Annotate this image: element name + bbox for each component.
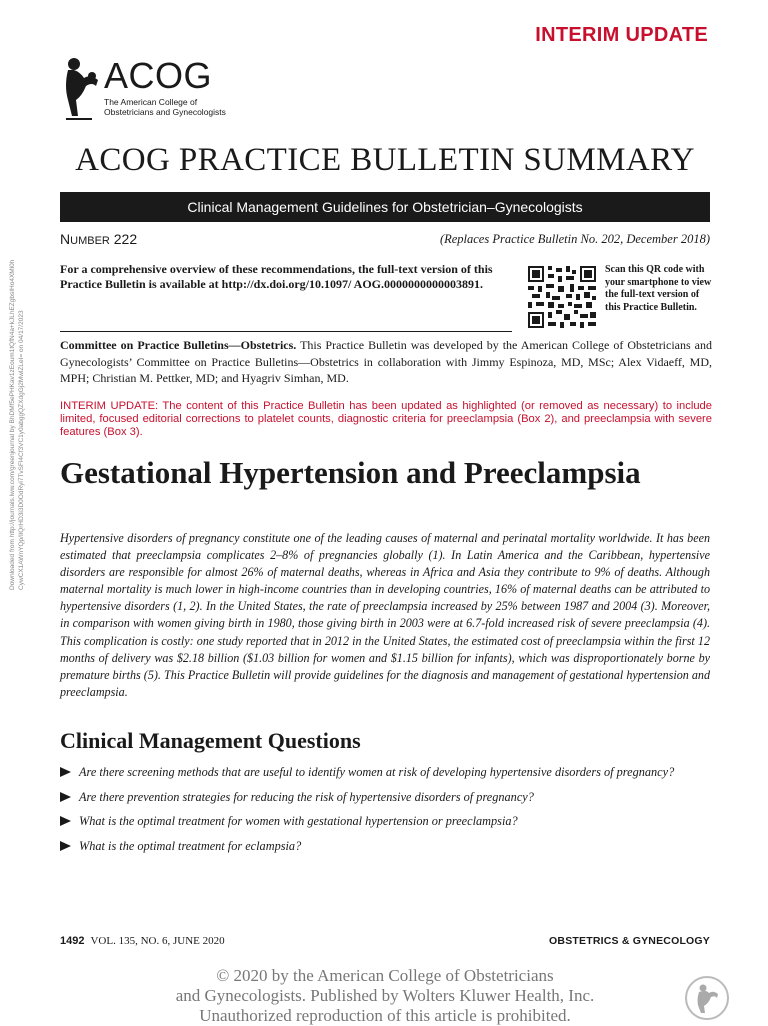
question-text: What is the optimal treatment for women with gestational hypertension or preeclampsia?: [79, 814, 518, 828]
download-note: [6, 170, 46, 590]
acog-logo-subtitle: [104, 98, 226, 117]
replaces-note: (Replaces Practice Bulletin No. 202, December 2018): [439, 232, 710, 246]
copyright-line-1: © 2020 by the American College of Obstetricians: [216, 966, 554, 985]
logo-subtitle-line-1: The American College of: [104, 97, 198, 107]
list-item: [60, 764, 712, 781]
number-value: 222: [113, 231, 138, 247]
interim-update-label: INTERIM UPDATE: [535, 24, 708, 46]
article-title: Gestational Hypertension and Preeclampsia: [60, 455, 641, 490]
full-text-overview: For a comprehensive overview of these recommendations, the full-text version of this Practice Bulletin is available at http://dx.doi.org/10.1097/ AOG.0000000000003891.: [60, 262, 493, 291]
list-item: [60, 838, 712, 855]
clinical-questions-list: [60, 764, 712, 862]
copyright-line-3: Unauthorized reproduction of this article is prohibited.: [199, 1006, 571, 1025]
guidelines-banner: Clinical Management Guidelines for Obstetrician–Gynecologists: [60, 192, 710, 222]
journal-name: OBSTETRICS & GYNECOLOGY: [549, 935, 710, 947]
list-item: [60, 789, 712, 806]
interim-update-notice: INTERIM UPDATE: The content of this Practice Bulletin has been updated as highlighted (or removed as necessary) to include limited, focused editorial corrections to platelet counts, diagnostic criteria for preeclampsia (Box 2), and preeclampsia with severe features (Box 3).: [60, 400, 712, 438]
number-initial: N: [60, 231, 71, 247]
download-note-line-2: CywCX1AWnYQp/IlQrHD3i3D0OdRyi7TvSFl4Cf3VC1y0abggQZXdgGj2MwlZLeI= on 04/17/2023: [18, 310, 25, 590]
acog-seal-icon: [684, 975, 730, 1021]
triangle-bullet-icon: [60, 767, 71, 777]
qr-code-note: Scan this QR code with your smartphone to view the full-text version of this Practice Bulletin.: [605, 264, 712, 313]
clinical-questions-heading: Clinical Management Questions: [60, 728, 361, 753]
divider: [60, 331, 512, 332]
copyright-notice: [60, 966, 710, 1026]
page-footer-left: [60, 935, 225, 947]
copyright-line-2: and Gynecologists. Published by Wolters Kluwer Health, Inc.: [175, 986, 595, 1005]
committee-statement: [60, 337, 712, 387]
triangle-bullet-icon: [60, 816, 71, 826]
volume-info: VOL. 135, NO. 6, JUNE 2020: [90, 935, 225, 947]
triangle-bullet-icon: [60, 792, 71, 802]
acog-logo-figure-icon: [62, 56, 102, 122]
question-text: Are there screening methods that are useful to identify women at risk of developing hypertensive disorders of pregnancy?: [79, 765, 675, 779]
bulletin-number: [60, 231, 137, 247]
question-text: What is the optimal treatment for eclampsia?: [79, 838, 302, 853]
download-note-line-1: Downloaded from http://journals.lww.com/greenjournal by BhDMf5ePHKav1zEoum1tQfN4a+kJLhEZgbsIHo4XMi0h: [9, 259, 16, 590]
qr-code-icon[interactable]: [528, 266, 596, 328]
article-abstract: Hypertensive disorders of pregnancy constitute one of the leading causes of maternal and perinatal mortality worldwide. It has been estimated that preeclampsia complicates 2–8% of pregnancies globally (1). In Latin America and the Caribbean, hypertensive disorders are responsible for almost 26% of maternal deaths, whereas in Africa and Asia they contribute to 9% of deaths. Although maternal mortality is much lower in high-income countries than in developing countries, 16% of maternal deaths can be attributed to hypertensive disorders (1, 2). In the United States, the rate of preeclampsia increased by 25% between 1987 and 2004 (3). Moreover, in comparison with women giving birth in 1980, those giving birth in 2003 were at 6.7-fold increased risk of severe preeclampsia (4). This complication is costly: one study reported that in 2012 in the United States, the estimated cost of preeclampsia within the first 12 months of delivery was $2.18 billion ($1.03 billion for women and $1.15 billion for infants), which was disproportionately borne by premature births (5). This Practice Bulletin will provide guidelines for the diagnosis and management of gestational hypertension and preeclampsia.: [60, 531, 710, 699]
question-text: Are there prevention strategies for reducing the risk of hypertensive disorders of pregnancy?: [79, 789, 534, 804]
page-number: 1492: [60, 935, 85, 947]
list-item: [60, 813, 712, 830]
bulletin-title: ACOG PRACTICE BULLETIN SUMMARY: [75, 142, 695, 178]
number-rest: UMBER: [70, 235, 110, 247]
committee-text: This Practice Bulletin was developed by the American College of Obstetricians and Gynecologists’ Committee on Practice Bulletins—Obstetrics in collaboration with Jimmy Espinoza, MD, MSc; Alex Vidaeff, MD, MPH; Christian M. Pettker, MD; and Hyagriv Simhan, MD.: [60, 338, 713, 385]
logo-subtitle-line-2: Obstetricians and Gynecologists: [104, 106, 226, 117]
committee-label: Committee on Practice Bulletins—Obstetrics.: [60, 338, 297, 352]
triangle-bullet-icon: [60, 841, 71, 851]
acog-logo-wordmark: ACOG: [104, 55, 213, 96]
